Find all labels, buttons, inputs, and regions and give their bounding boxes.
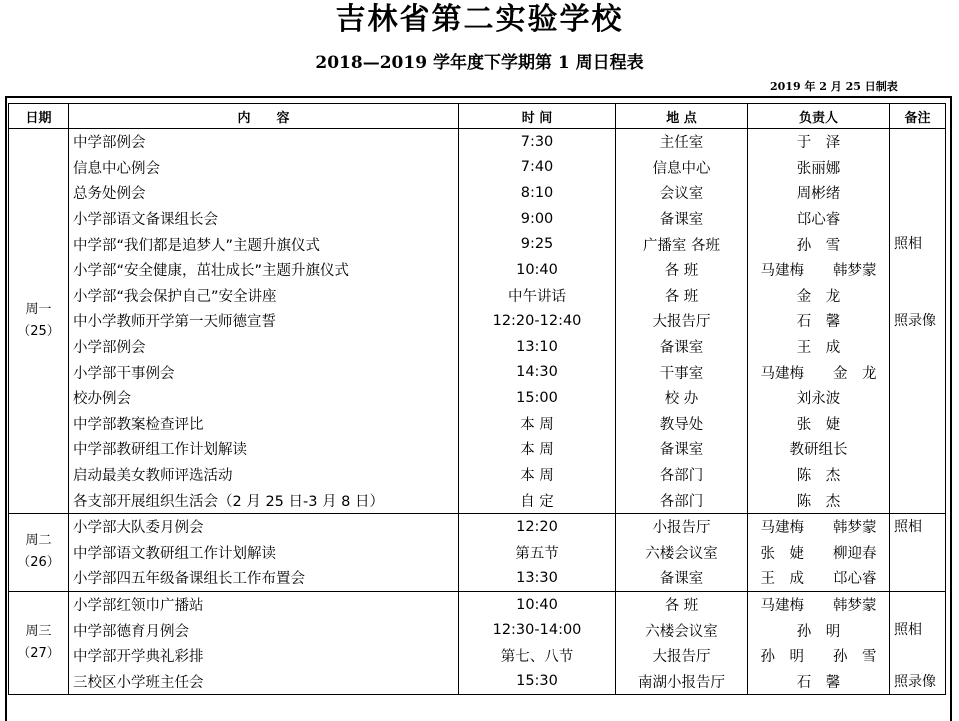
col-date: 日期 (9, 104, 69, 129)
note-text: 照录像 (894, 673, 936, 690)
place-cell: 六楼会议室 (616, 617, 748, 643)
place-cell: 南湖小报告厅 (616, 669, 748, 695)
person-cell: 马建梅 韩梦蒙 (748, 514, 890, 540)
table-row (9, 334, 946, 360)
table-row (9, 359, 946, 385)
notes-cell (890, 514, 946, 592)
place-cell: 备课室 (616, 565, 748, 591)
content-cell: 小学部干事例会 (69, 359, 459, 385)
time-cell: 9:00 (459, 206, 616, 232)
notes-cell (890, 591, 946, 694)
content-cell: 各支部开展组织生活会（2 月 25 日-3 月 8 日） (69, 487, 459, 513)
person-cell: 张 婕 柳迎春 (748, 540, 890, 566)
table-row (9, 669, 946, 695)
table-row (9, 565, 946, 591)
person-cell: 周彬绪 (748, 180, 890, 206)
place-cell: 教导处 (616, 411, 748, 437)
table-row (9, 308, 946, 334)
table-row (9, 462, 946, 488)
day-cell (9, 514, 69, 592)
place-cell: 校 办 (616, 385, 748, 411)
table-row (9, 155, 946, 181)
place-cell: 备课室 (616, 334, 748, 360)
table-row (9, 436, 946, 462)
person-cell: 孙 雪 (748, 231, 890, 257)
person-cell: 陈 杰 (748, 487, 890, 513)
time-cell: 13:30 (459, 565, 616, 591)
content-cell: 小学部语文备课组长会 (69, 206, 459, 232)
time-cell: 12:20-12:40 (459, 308, 616, 334)
time-cell: 13:10 (459, 334, 616, 360)
day-date: （26） (17, 555, 60, 571)
place-cell: 各 班 (616, 283, 748, 309)
person-cell: 金 龙 (748, 283, 890, 309)
time-cell: 15:30 (459, 669, 616, 695)
person-cell: 陈 杰 (748, 462, 890, 488)
day-cell (9, 129, 69, 514)
note-text: 照相 (894, 622, 922, 639)
content-cell: 中小学教师开学第一天师德宣誓 (69, 308, 459, 334)
person-cell: 马建梅 金 龙 (748, 359, 890, 385)
content-cell: 中学部“我们都是追梦人”主题升旗仪式 (69, 231, 459, 257)
place-cell: 各部门 (616, 487, 748, 513)
content-cell: 小学部“我会保护自己”安全讲座 (69, 283, 459, 309)
content-cell: 中学部例会 (69, 129, 459, 155)
table-row (9, 617, 946, 643)
day-cell (9, 591, 69, 694)
table-row (9, 206, 946, 232)
day-label: 周二 (25, 533, 52, 549)
made-date: 2019 年 2 月 25 日制表 (770, 80, 898, 93)
note-text: 照相 (894, 519, 922, 535)
place-cell: 各 班 (616, 591, 748, 617)
content-cell: 中学部教案检查评比 (69, 411, 459, 437)
place-cell: 备课室 (616, 436, 748, 462)
table-row (9, 411, 946, 437)
table-row (9, 540, 946, 566)
time-cell: 10:40 (459, 591, 616, 617)
time-cell: 12:30-14:00 (459, 617, 616, 643)
content-cell: 信息中心例会 (69, 155, 459, 181)
place-cell: 大报告厅 (616, 643, 748, 669)
place-cell: 主任室 (616, 129, 748, 155)
person-cell: 马建梅 韩梦蒙 (748, 591, 890, 617)
place-cell: 小报告厅 (616, 514, 748, 540)
table-row (9, 643, 946, 669)
day-label: 周一 (25, 302, 52, 317)
place-cell: 各 班 (616, 257, 748, 283)
person-cell: 石 馨 (748, 669, 890, 695)
time-cell: 本 周 (459, 411, 616, 437)
col-content: 内 容 (69, 104, 459, 129)
time-cell: 中午讲话 (459, 283, 616, 309)
day-date: （25） (17, 324, 60, 339)
place-cell: 大报告厅 (616, 308, 748, 334)
time-cell: 本 周 (459, 436, 616, 462)
time-cell: 14:30 (459, 359, 616, 385)
table-row (9, 487, 946, 513)
col-person: 负责人 (748, 104, 890, 129)
table-row (9, 231, 946, 257)
table-row (9, 129, 946, 155)
schedule-table (8, 103, 946, 695)
col-time: 时 间 (459, 104, 616, 129)
content-cell: 小学部红领巾广播站 (69, 591, 459, 617)
content-cell: 中学部教研组工作计划解读 (69, 436, 459, 462)
person-cell: 张 婕 (748, 411, 890, 437)
content-cell: 总务处例会 (69, 180, 459, 206)
note-text: 照相 (894, 236, 922, 253)
day-date: （27） (17, 645, 60, 661)
col-place: 地 点 (616, 104, 748, 129)
content-cell: 小学部例会 (69, 334, 459, 360)
content-cell: 中学部语文教研组工作计划解读 (69, 540, 459, 566)
person-cell: 张丽娜 (748, 155, 890, 181)
content-cell: 校办例会 (69, 385, 459, 411)
col-notes: 备注 (890, 104, 946, 129)
place-cell: 干事室 (616, 359, 748, 385)
table-row (9, 514, 946, 540)
school-title: 吉林省第二实验学校 (335, 2, 624, 37)
day-label: 周三 (25, 623, 52, 639)
person-cell: 王 成 (748, 334, 890, 360)
time-cell: 7:30 (459, 129, 616, 155)
table-row (9, 257, 946, 283)
place-cell: 各部门 (616, 462, 748, 488)
content-cell: 启动最美女教师评选活动 (69, 462, 459, 488)
time-cell: 第五节 (459, 540, 616, 566)
person-cell: 王 成 邙心睿 (748, 565, 890, 591)
schedule-subtitle: 2018—2019 学年度下学期第 1 周日程表 (315, 53, 644, 73)
time-cell: 8:10 (459, 180, 616, 206)
time-cell: 本 周 (459, 462, 616, 488)
content-cell: 小学部四五年级备课组长工作布置会 (69, 565, 459, 591)
person-cell: 孙 明 孙 雪 (748, 643, 890, 669)
table-row (9, 591, 946, 617)
person-cell: 邙心睿 (748, 206, 890, 232)
person-cell: 刘永波 (748, 385, 890, 411)
content-cell: 三校区小学班主任会 (69, 669, 459, 695)
schedule-body (9, 129, 946, 695)
time-cell: 12:20 (459, 514, 616, 540)
time-cell: 第七、八节 (459, 643, 616, 669)
time-cell: 自 定 (459, 487, 616, 513)
person-cell: 石 馨 (748, 308, 890, 334)
table-row (9, 180, 946, 206)
place-cell: 六楼会议室 (616, 540, 748, 566)
content-cell: 中学部开学典礼彩排 (69, 643, 459, 669)
table-row (9, 283, 946, 309)
content-cell: 小学部大队委月例会 (69, 514, 459, 540)
place-cell: 信息中心 (616, 155, 748, 181)
person-cell: 马建梅 韩梦蒙 (748, 257, 890, 283)
time-cell: 15:00 (459, 385, 616, 411)
content-cell: 中学部德育月例会 (69, 617, 459, 643)
time-cell: 10:40 (459, 257, 616, 283)
table-row (9, 385, 946, 411)
content-cell: 小学部“安全健康，茁壮成长”主题升旗仪式 (69, 257, 459, 283)
header-row (9, 104, 946, 129)
place-cell: 广播室 各班 (616, 231, 748, 257)
person-cell: 于 泽 (748, 129, 890, 155)
place-cell: 会议室 (616, 180, 748, 206)
person-cell: 教研组长 (748, 436, 890, 462)
time-cell: 9:25 (459, 231, 616, 257)
note-text: 照录像 (894, 313, 936, 330)
notes-cell (890, 129, 946, 514)
person-cell: 孙 明 (748, 617, 890, 643)
time-cell: 7:40 (459, 155, 616, 181)
place-cell: 备课室 (616, 206, 748, 232)
